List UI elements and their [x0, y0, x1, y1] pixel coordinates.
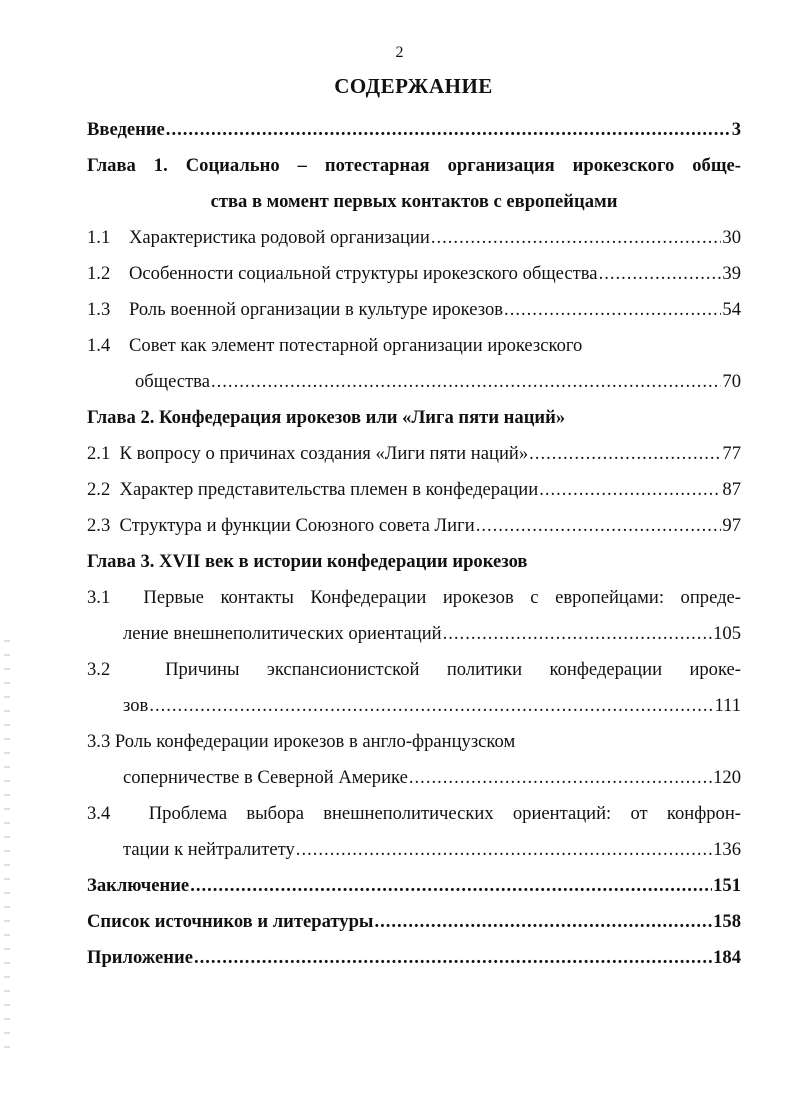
toc-label: Совет как элемент потестарной организации ирокезского — [129, 335, 583, 356]
toc-label: Введение — [87, 119, 165, 140]
toc-page-number: 111 — [714, 695, 741, 716]
toc-entry-3-4-line-2[interactable] — [87, 832, 741, 868]
dot-leader — [149, 688, 713, 724]
toc-section-number: 1.1 — [87, 227, 111, 248]
toc-entry-2-2[interactable] — [87, 472, 741, 508]
toc-section-number: 3.1 — [87, 587, 111, 608]
toc-entry-1-4-line-2[interactable] — [87, 364, 741, 400]
toc-entry-2-1[interactable] — [87, 436, 741, 472]
dot-leader — [211, 364, 721, 400]
toc-entry-3-3-line-2[interactable] — [87, 760, 741, 796]
toc-page-number: 30 — [722, 227, 741, 248]
toc-entry-2-3[interactable] — [87, 508, 741, 544]
toc-entry-sources[interactable] — [87, 904, 741, 940]
toc-page-number: 39 — [722, 263, 741, 284]
dot-leader — [529, 436, 721, 472]
toc-section-number: 3.3 — [87, 731, 111, 752]
toc-section-number: 3.2 — [87, 659, 111, 680]
toc-entry-3-4-line-1[interactable] — [87, 796, 741, 832]
toc-chapter-1-line-2[interactable]: ства в момент первых контактов с европейцами — [210, 191, 618, 212]
toc-page-number: 184 — [713, 947, 741, 968]
toc-section-number: 1.2 — [87, 263, 111, 284]
dot-leader — [166, 112, 731, 148]
toc-section-number: 2.2 — [87, 479, 111, 500]
toc-label: Роль военной организации в культуре ирокезов — [129, 299, 504, 320]
toc-chapter-1-line-1[interactable]: Глава 1. Социально – потестарная организация ирокезского обще- — [87, 155, 741, 176]
toc-section-number: 3.4 — [87, 803, 111, 824]
dot-leader — [431, 220, 722, 256]
toc-label: Список источников и литературы — [87, 911, 374, 932]
toc-page-number: 77 — [722, 443, 741, 464]
toc-page-number: 3 — [731, 119, 741, 140]
dot-leader — [504, 292, 721, 328]
dot-leader — [194, 940, 712, 976]
toc-label: Приложение — [87, 947, 193, 968]
toc-entry-3-2-line-2[interactable] — [87, 688, 741, 724]
toc-entry-1-4-line-1[interactable] — [87, 328, 741, 364]
page-title: СОДЕРЖАНИЕ — [334, 74, 493, 98]
toc-label: Проблема выбора внешнеполитических ориентаций: от конфрон- — [148, 803, 741, 824]
dot-leader — [409, 760, 712, 796]
toc-entry-intro[interactable] — [87, 112, 741, 148]
toc-page-number: 70 — [722, 371, 741, 392]
toc-entry-1-3[interactable] — [87, 292, 741, 328]
toc-entry-3-2-line-1[interactable] — [87, 652, 741, 688]
toc-label: Структура и функции Союзного совета Лиги — [119, 515, 475, 536]
dot-leader — [190, 868, 712, 904]
dot-leader — [374, 904, 712, 940]
toc-entry-conclusion[interactable] — [87, 868, 741, 904]
toc-label: тации к нейтралитету — [123, 839, 295, 860]
toc-section-number: 1.3 — [87, 299, 111, 320]
table-of-contents — [87, 112, 741, 976]
toc-page-number: 105 — [713, 623, 741, 644]
toc-label: общества — [135, 371, 210, 392]
scan-edge-marks — [4, 640, 10, 1060]
toc-entry-appendix[interactable] — [87, 940, 741, 976]
toc-section-number: 2.1 — [87, 443, 111, 464]
toc-page-number: 158 — [713, 911, 741, 932]
toc-page-number: 120 — [713, 767, 741, 788]
dot-leader — [476, 508, 722, 544]
toc-label: Характеристика родовой организации — [129, 227, 430, 248]
toc-chapter-3[interactable]: Глава 3. XVII век в истории конфедерации ирокезов — [87, 551, 528, 572]
toc-section-number: 2.3 — [87, 515, 111, 536]
toc-entry-1-2[interactable] — [87, 256, 741, 292]
toc-label: соперничестве в Северной Америке — [123, 767, 408, 788]
toc-label: Первые контакты Конфедерации ирокезов с европейцами: опреде- — [143, 587, 742, 608]
toc-label: Характер представительства племен в конфедерации — [119, 479, 539, 500]
toc-label: Заключение — [87, 875, 190, 896]
page-number: 2 — [395, 44, 404, 61]
dot-leader — [599, 256, 722, 292]
toc-entry-3-1-line-1[interactable] — [87, 580, 741, 616]
toc-page-number: 87 — [722, 479, 741, 500]
toc-entry-1-1[interactable] — [87, 220, 741, 256]
toc-label: Особенности социальной структуры ирокезского общества — [129, 263, 598, 284]
toc-entry-3-3-line-1[interactable] — [87, 724, 741, 760]
toc-entry-3-1-line-2[interactable] — [87, 616, 741, 652]
toc-section-number: 1.4 — [87, 335, 111, 356]
dot-leader — [296, 832, 712, 868]
toc-label: ление внешнеполитических ориентаций — [123, 623, 442, 644]
toc-label: зов — [123, 695, 149, 716]
dot-leader — [443, 616, 713, 652]
toc-page-number: 54 — [722, 299, 741, 320]
toc-label: Роль конфедерации ирокезов в англо-французском — [114, 731, 516, 752]
toc-page-number: 151 — [713, 875, 741, 896]
toc-label: Причины экспансионистской политики конфедерации ироке- — [165, 659, 741, 680]
toc-chapter-2[interactable]: Глава 2. Конфедерация ирокезов или «Лига пяти наций» — [87, 407, 566, 428]
dot-leader — [539, 472, 721, 508]
toc-page-number: 136 — [713, 839, 741, 860]
toc-page-number: 97 — [722, 515, 741, 536]
toc-label: К вопросу о причинах создания «Лиги пяти наций» — [119, 443, 529, 464]
